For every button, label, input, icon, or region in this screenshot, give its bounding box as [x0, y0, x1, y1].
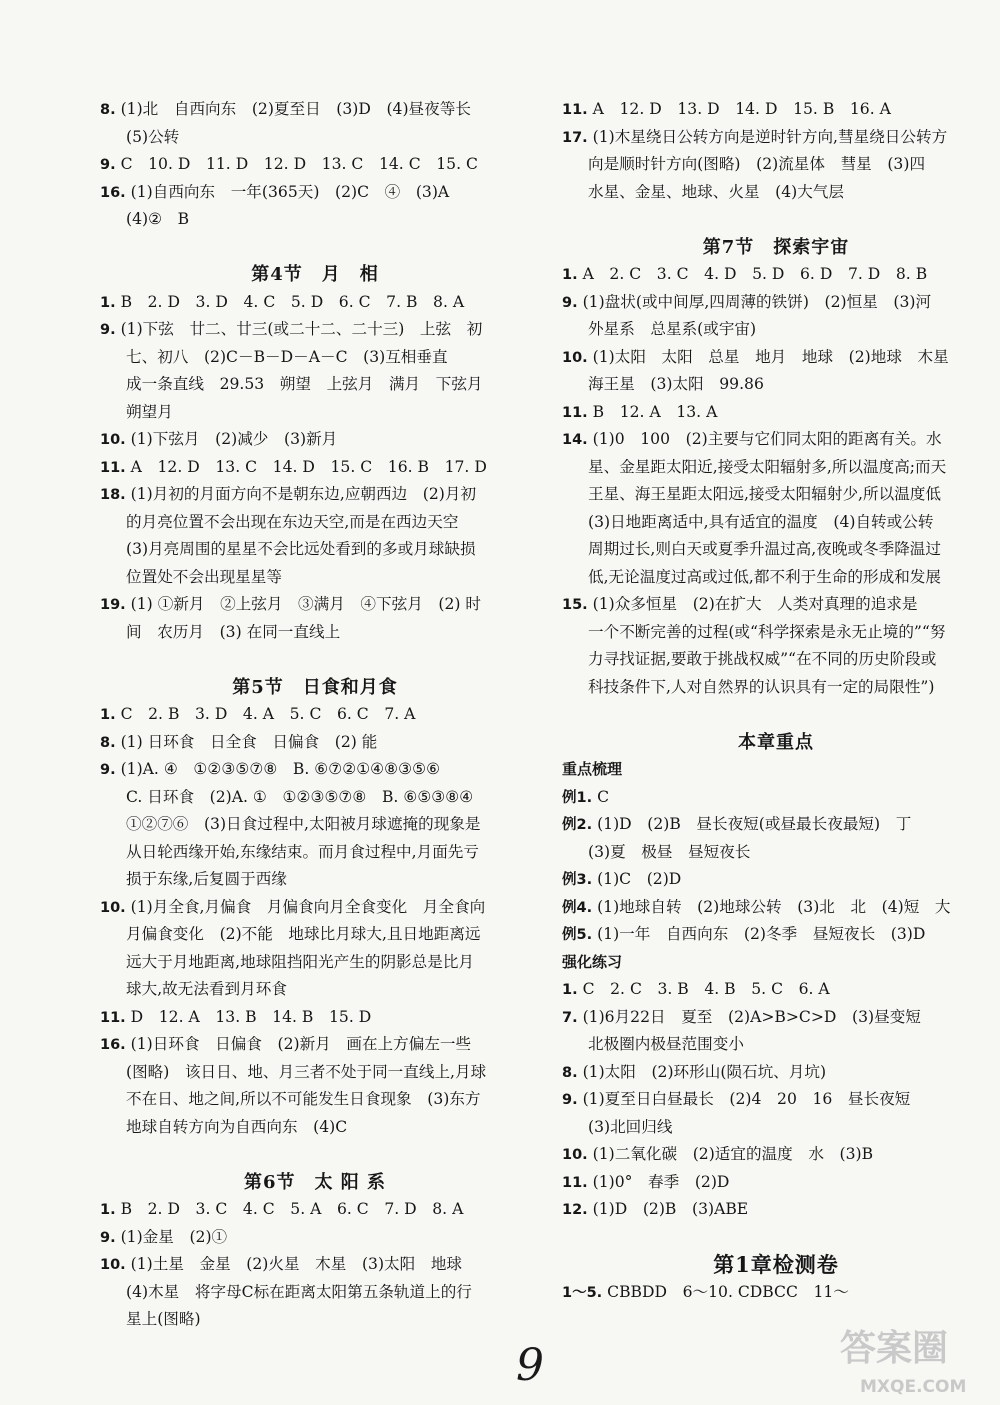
answer-continuation: [562, 646, 990, 674]
answer-line: [562, 866, 990, 894]
answer-line: [562, 811, 990, 839]
answer-text: (图略) 该日日、地、月三者不处于同一直线上,月球: [126, 1062, 487, 1081]
answer-text: 从日轮西缘开始,东缘结束。而月食过程中,月面先亏: [126, 842, 479, 861]
answer-continuation: [562, 674, 990, 702]
answer-continuation: [100, 1306, 530, 1334]
spacer: [100, 646, 530, 674]
spacer: [562, 701, 990, 729]
answer-text: (1)金星 (2)①: [120, 1227, 228, 1246]
question-number: 9.: [100, 1229, 116, 1246]
answer-text: 朔望月: [126, 402, 173, 421]
answer-line: [100, 289, 530, 317]
answer-text: (1)一年 自西向东 (2)冬季 昼短夜长 (3)D: [597, 925, 926, 943]
answer-text: 球大,故无法看到月环食: [126, 980, 287, 998]
question-number: 例3.: [562, 872, 593, 888]
answer-text: (1)0° 春季 (2)D: [592, 1172, 730, 1191]
question-number: 1.: [100, 707, 116, 723]
answer-continuation: [100, 839, 530, 867]
answer-line: [100, 426, 530, 454]
answer-text: 月偏食变化 (2)不能 地球比月球大,且日地距离远: [126, 925, 481, 943]
answer-text: (1)夏至日白昼最长 (2)4 20 16 昼长夜短: [582, 1090, 911, 1108]
answer-continuation: [100, 371, 530, 399]
answer-text: 地球自转方向为自西向东 (4)C: [126, 1117, 348, 1136]
question-number: 8.: [100, 102, 116, 118]
answer-line: [100, 591, 530, 619]
answer-line: [562, 1196, 990, 1224]
answer-text: 海王星 (3)太阳 99.86: [588, 375, 764, 393]
answer-text: B 12. A 13. A: [592, 402, 718, 421]
answer-line: [562, 289, 990, 317]
answer-continuation: [562, 839, 990, 867]
answer-text: 星、金星距太阳近,接受太阳辐射多,所以温度高;而天: [588, 457, 947, 476]
answer-text: (1)二氧化碳 (2)适宜的温度 水 (3)B: [592, 1145, 874, 1163]
answer-continuation: [562, 454, 990, 482]
answer-text: (1)日环食 日偏食 (2)新月 画在上方偏左一些: [130, 1035, 472, 1053]
question-number: 1～5.: [562, 1284, 603, 1301]
question-number: 8.: [562, 1064, 578, 1081]
answer-text: 北极圈内极昼范围变小: [588, 1035, 744, 1053]
answer-line: [562, 1059, 990, 1087]
question-number: 16.: [100, 184, 126, 201]
answer-text: 位置处不会出现星星等: [126, 567, 282, 586]
question-number: 1.: [562, 982, 578, 998]
answer-line: [562, 591, 990, 619]
answer-continuation: [562, 179, 990, 207]
answer-text: 的月亮位置不会出现在东边天空,而是在西边天空: [126, 512, 459, 531]
answer-continuation: [562, 371, 990, 399]
answer-line: [100, 1224, 530, 1252]
answer-line: [562, 1141, 990, 1169]
answer-text: 损于东缘,后复圆于西缘: [126, 870, 287, 888]
answer-text: (1)地球自转 (2)地球公转 (3)北 北 (4)短 大: [597, 897, 951, 916]
question-number: 15.: [562, 597, 588, 613]
question-number: 9.: [562, 294, 578, 311]
question-number: 16.: [100, 1037, 126, 1053]
answer-line: [562, 261, 990, 289]
answer-text: (5)公转: [126, 127, 180, 146]
answer-line: [562, 784, 990, 812]
answer-line: [100, 756, 530, 784]
answer-text: (4)木星 将字母C标在距离太阳第五条轨道上的行: [126, 1282, 472, 1301]
answer-text: (1)C (2)D: [597, 870, 682, 888]
answer-text: (1)太阳 太阳 总星 地月 地球 (2)地球 木星: [592, 347, 949, 366]
answer-line: [562, 399, 990, 427]
answer-continuation: [100, 344, 530, 372]
answer-text: 低,无论温度过高或过低,都不利于生命的形成和发展: [588, 567, 941, 586]
question-number: 9.: [100, 762, 116, 778]
section-heading: 第4节 月 相: [251, 264, 379, 285]
answer-line: [562, 1086, 990, 1114]
answer-text: 水星、金星、地球、火星 (4)大气层: [588, 182, 844, 201]
answer-line: [562, 976, 990, 1004]
answer-text: 王星、海王星距太阳远,接受太阳辐射少,所以温度低: [588, 485, 941, 503]
spacer: [100, 234, 530, 262]
question-number: 18.: [100, 487, 126, 503]
answer-text: (1)盘状(或中间厚,四周薄的铁饼) (2)恒星 (3)河: [582, 292, 932, 311]
answer-continuation: [562, 1031, 990, 1059]
answer-continuation: [562, 1114, 990, 1142]
answer-text: (1)下弦 廿二、廿三(或二十二、二十三) 上弦 初: [120, 320, 483, 338]
page-number: 9: [516, 1340, 544, 1391]
subsection-heading: 强化练习: [562, 952, 623, 971]
left-column: [100, 96, 530, 1334]
answer-text: D 12. A 13. B 14. B 15. D: [130, 1007, 372, 1026]
question-number: 17.: [562, 129, 588, 146]
answer-text: 力寻找证据,要敢于挑战权威”“在不同的历史阶段或: [588, 650, 937, 668]
question-number: 9.: [100, 322, 116, 338]
question-number: 10.: [562, 1147, 588, 1163]
answer-text: C. 日环食 (2)A. ① ①②③⑤⑦⑧ B. ⑥⑤③⑧④: [126, 787, 474, 806]
question-number: 1.: [562, 267, 578, 283]
answer-continuation: [562, 481, 990, 509]
answer-line: [562, 1169, 990, 1197]
question-number: 10.: [100, 899, 126, 916]
answer-line: [562, 124, 990, 152]
answer-line: [562, 426, 990, 454]
answer-continuation: [100, 976, 530, 1004]
answer-continuation: [100, 399, 530, 427]
answer-continuation: [100, 124, 530, 152]
answer-continuation: [100, 564, 530, 592]
answer-text: A 12. D 13. C 14. D 15. C 16. B 17. D: [130, 457, 487, 476]
answer-text: 不在日、地之间,所以不可能发生日食现象 (3)东方: [126, 1090, 481, 1108]
answer-text: 科技条件下,人对自然界的认识具有一定的局限性”): [588, 677, 935, 696]
answer-text: C 10. D 11. D 12. D 13. C 14. C 15. C: [120, 155, 478, 173]
answer-line: [100, 179, 530, 207]
question-number: 11.: [100, 1009, 126, 1026]
question-number: 例5.: [562, 927, 593, 943]
answer-continuation: [100, 866, 530, 894]
question-number: 8.: [100, 734, 116, 751]
answer-line: [100, 894, 530, 922]
answer-text: (3)月亮周围的星星不会比远处看到的多或月球缺损: [126, 540, 476, 558]
answer-text: (1)自西向东 一年(365天) (2)C ④ (3)A: [130, 182, 450, 201]
answer-continuation: [100, 1059, 530, 1087]
answer-continuation: [100, 619, 530, 647]
answer-continuation: [562, 536, 990, 564]
answer-line: [562, 921, 990, 949]
answer-line: [100, 96, 530, 124]
answer-text: (1) ①新月 ②上弦月 ③满月 ④下弦月 (2) 时: [130, 595, 482, 613]
answer-text: (1)木星绕日公转方向是逆时针方向,彗星绕日公转方: [592, 127, 948, 146]
answer-text: (3)夏 极昼 昼短夜长: [588, 842, 751, 861]
answer-continuation: [562, 151, 990, 179]
question-number: 7.: [562, 1009, 578, 1026]
question-number: 11.: [562, 1174, 588, 1191]
question-number: 9.: [100, 157, 116, 173]
answer-text: (1)月全食,月偏食 月偏食向月全食变化 月全食向: [130, 897, 486, 916]
answer-continuation: [100, 509, 530, 537]
answer-text: (1)土星 金星 (2)火星 木星 (3)太阳 地球: [130, 1255, 463, 1273]
answer-line: [562, 1279, 990, 1307]
answer-text: (1)0 100 (2)主要与它们同太阳的距离有关。水: [592, 430, 942, 448]
answer-text: A 12. D 13. D 14. D 15. B 16. A: [592, 100, 891, 118]
answer-line: [562, 894, 990, 922]
section-heading: 第1章检测卷: [713, 1252, 839, 1277]
answer-line: [100, 701, 530, 729]
answer-text: 星上(图略): [126, 1310, 201, 1328]
answer-text: (1)月初的月面方向不是朝东边,应朝西边 (2)月初: [130, 485, 477, 503]
question-number: 例2.: [562, 817, 593, 833]
answer-text: (1)D (2)B (3)ABE: [592, 1200, 749, 1218]
answer-line: [100, 454, 530, 482]
question-number: 11.: [562, 102, 588, 118]
answer-line: [100, 1251, 530, 1279]
question-number: 19.: [100, 597, 126, 613]
answer-text: B 2. D 3. D 4. C 5. D 6. C 7. B 8. A: [120, 292, 465, 311]
answer-line: [100, 729, 530, 757]
answer-text: 周期过长,则白天或夏季升温过高,夜晚或冬季降温过: [588, 540, 941, 558]
answer-continuation: [100, 811, 530, 839]
answer-text: 远大于月地距离,地球阻挡阳光产生的阴影总是比月: [126, 952, 475, 971]
question-number: 11.: [562, 404, 588, 421]
answer-line: [100, 481, 530, 509]
answer-continuation: [100, 921, 530, 949]
question-number: 10.: [100, 1257, 126, 1273]
answer-continuation: [562, 564, 990, 592]
answer-text: B 2. D 3. C 4. C 5. A 6. C 7. D 8. A: [120, 1200, 464, 1218]
question-number: 10.: [100, 432, 126, 448]
section-heading: 第7节 探索宇宙: [702, 236, 850, 258]
answer-text: (1)A. ④ ①②③⑤⑦⑧ B. ⑥⑦②①④⑧③⑤⑥: [120, 760, 441, 778]
answer-text: A 2. C 3. C 4. D 5. D 6. D 7. D 8. B: [582, 265, 928, 283]
subsection-heading: 重点梳理: [562, 760, 623, 778]
answer-text: 七、初八 (2)C－B－D－A－C (3)互相垂直: [126, 347, 448, 366]
section-heading: 第6节 太 阳 系: [243, 1171, 387, 1193]
answer-continuation: [100, 536, 530, 564]
question-number: 12.: [562, 1202, 588, 1218]
question-number: 例1.: [562, 789, 593, 806]
question-number: 1.: [100, 1202, 116, 1218]
watermark-url: MXQE.COM: [860, 1377, 967, 1397]
answer-continuation: [100, 784, 530, 812]
answer-line: [100, 1031, 530, 1059]
answer-text: (1)众多恒星 (2)在扩大 人类对真理的追求是: [592, 595, 918, 613]
answer-text: C: [597, 787, 610, 806]
spacer: [562, 1224, 990, 1252]
answer-text: CBBDD 6～10. CDBCC 11～: [607, 1282, 849, 1301]
question-number: 14.: [562, 432, 588, 448]
question-number: 11.: [100, 459, 126, 476]
answer-text: (4)② B: [126, 210, 190, 228]
spacer: [562, 206, 990, 234]
answer-text: (1)D (2)B 昼长夜短(或昼最长夜最短) 丁: [597, 815, 912, 833]
answer-continuation: [562, 619, 990, 647]
answer-text: (3)日地距离适中,具有适宜的温度 (4)自转或公转: [588, 512, 934, 531]
spacer: [100, 1141, 530, 1169]
answer-line: [562, 344, 990, 372]
question-number: 10.: [562, 349, 588, 366]
answer-text: 间 农历月 (3) 在同一直线上: [126, 622, 341, 641]
answer-line: [100, 316, 530, 344]
answer-line: [100, 151, 530, 179]
answer-line: [100, 1004, 530, 1032]
answer-text: 向是顺时针方向(图略) (2)流星体 彗星 (3)四: [588, 155, 926, 173]
answer-text: C 2. B 3. D 4. A 5. C 6. C 7. A: [120, 705, 416, 723]
answer-continuation: [100, 206, 530, 234]
answer-line: [100, 1196, 530, 1224]
answer-line: [562, 96, 990, 124]
answer-text: 成一条直线 29.53 朔望 上弦月 满月 下弦月: [126, 375, 483, 393]
answer-continuation: [562, 509, 990, 537]
right-column: [562, 96, 990, 1306]
answer-text: (3)北回归线: [588, 1117, 673, 1136]
answer-continuation: [100, 1279, 530, 1307]
answer-line: [562, 1004, 990, 1032]
question-number: 9.: [562, 1092, 578, 1108]
answer-continuation: [100, 1086, 530, 1114]
answer-text: 一个不断完善的过程(或“科学探索是永无止境的”“努: [588, 622, 946, 641]
answer-text: (1)6月22日 夏至 (2)A>B>C>D (3)昼变短: [582, 1007, 921, 1026]
answer-continuation: [100, 949, 530, 977]
question-number: 1.: [100, 294, 116, 311]
question-number: 例4.: [562, 899, 593, 916]
answer-text: (1)下弦月 (2)减少 (3)新月: [130, 430, 338, 448]
section-heading: 第5节 日食和月食: [232, 676, 398, 698]
section-heading: 本章重点: [738, 731, 814, 753]
answer-text: ①②⑦⑥ (3)日食过程中,太阳被月球遮掩的现象是: [126, 815, 481, 833]
answer-continuation: [562, 316, 990, 344]
answer-text: 外星系 总星系(或宇宙): [588, 320, 757, 338]
answer-continuation: [100, 1114, 530, 1142]
watermark-logo: [830, 1320, 995, 1400]
watermark-text: 答案圈: [840, 1328, 949, 1369]
answer-text: (1) 日环食 日全食 日偏食 (2) 能: [120, 732, 378, 751]
answer-text: (1)北 自西向东 (2)夏至日 (3)D (4)昼夜等长: [120, 100, 471, 118]
answer-text: C 2. C 3. B 4. B 5. C 6. A: [582, 980, 830, 998]
answer-text: (1)太阳 (2)环形山(陨石坑、月坑): [582, 1062, 827, 1081]
